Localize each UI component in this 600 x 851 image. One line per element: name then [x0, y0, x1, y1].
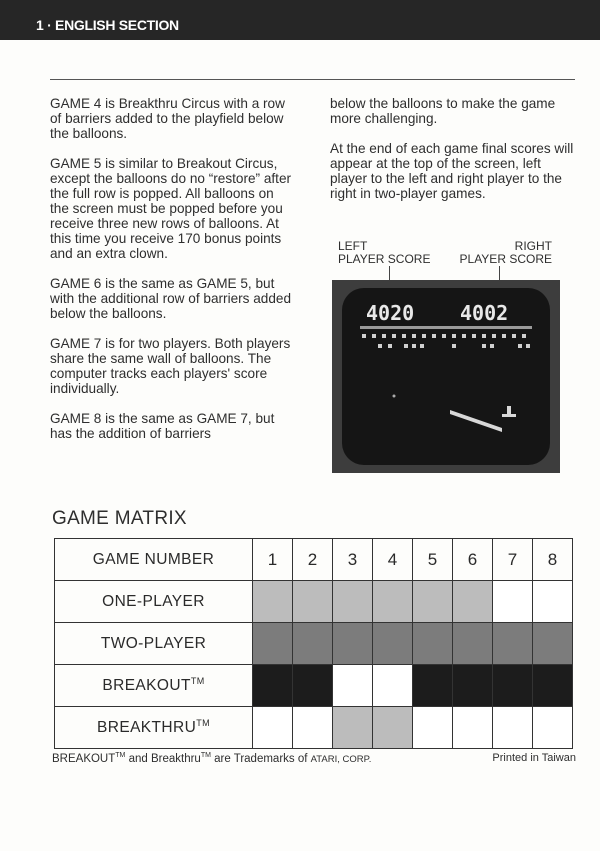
balloon-row — [360, 326, 532, 329]
playfield — [342, 288, 550, 465]
trademark-symbol: TM — [196, 717, 210, 728]
matrix-cell — [373, 707, 413, 749]
matrix-row — [55, 623, 573, 665]
matrix-cell — [333, 665, 373, 707]
matrix-row — [55, 581, 573, 623]
barrier-row — [378, 344, 530, 348]
matrix-row — [55, 665, 573, 707]
matrix-cell — [253, 707, 293, 749]
matrix-cell — [493, 623, 533, 665]
matrix-cell — [493, 581, 533, 623]
game-number-cell: 5 — [413, 539, 453, 581]
matrix-cell — [293, 665, 333, 707]
matrix-cell — [413, 581, 453, 623]
matrix-cell — [293, 707, 333, 749]
left-score: 4020 — [366, 301, 415, 325]
trademark-text: are Trademarks of — [210, 752, 311, 765]
matrix-cell — [253, 581, 293, 623]
paragraph-final-scores: At the end of each game final scores will appear at the top of the screen, left player to the left and right player to the right in two-player games. — [330, 141, 574, 201]
matrix-cell — [493, 665, 533, 707]
matrix-cell — [413, 665, 453, 707]
matrix-cell — [533, 623, 573, 665]
matrix-cell — [453, 623, 493, 665]
right-score: 4002 — [460, 301, 509, 325]
label-line: PLAYER SCORE — [459, 252, 552, 266]
row-label-text: BREAKOUT — [102, 677, 191, 695]
matrix-cell — [373, 581, 413, 623]
row-label-text: TWO-PLAYER — [100, 634, 207, 652]
trademark-symbol: TM — [115, 752, 126, 759]
matrix-cell — [453, 581, 493, 623]
matrix-cell — [333, 623, 373, 665]
matrix-cell — [293, 581, 333, 623]
matrix-row-label — [55, 707, 253, 749]
game-screen-figure — [332, 280, 560, 473]
paragraph-game-7: GAME 7 is for two players. Both players share the same wall of balloons. The computer tracks each players' score individually. — [50, 336, 291, 396]
row-label-text: BREAKTHRU — [97, 719, 197, 737]
left-text-column — [50, 96, 295, 456]
trademark-symbol: TM — [190, 675, 205, 686]
seesaw-plank — [450, 410, 502, 432]
game-number-cell: 2 — [293, 539, 333, 581]
ball — [393, 395, 396, 398]
matrix-cell — [453, 707, 493, 749]
matrix-cell — [533, 665, 573, 707]
label-line: PLAYER SCORE — [338, 252, 431, 266]
game-number-cell: 6 — [453, 539, 493, 581]
label-line: RIGHT — [514, 239, 552, 253]
paragraph-game-8: GAME 8 is the same as GAME 7, but has the addition of barriers — [50, 411, 275, 441]
tv-screen — [342, 288, 550, 465]
trademark-text: BREAKOUT — [52, 752, 116, 765]
matrix-row-label — [55, 665, 253, 707]
divider-rule — [50, 79, 575, 80]
matrix-row-label — [55, 623, 253, 665]
matrix-cell — [373, 623, 413, 665]
trademark-notice — [52, 752, 371, 765]
matrix-cell — [253, 665, 293, 707]
left-player-score-label — [338, 240, 430, 266]
game-number-header: GAME NUMBER — [55, 539, 253, 581]
matrix-cell — [413, 623, 453, 665]
matrix-cell — [533, 707, 573, 749]
matrix-title: GAME MATRIX — [52, 508, 187, 529]
game-number-cell: 3 — [333, 539, 373, 581]
game-matrix-table — [54, 538, 573, 749]
matrix-cell — [493, 707, 533, 749]
matrix-row-label — [55, 581, 253, 623]
balloon-row — [362, 334, 526, 338]
game-number-cell: 8 — [533, 539, 573, 581]
label-line: LEFT — [338, 239, 368, 253]
trademark-text: and Breakthru — [125, 752, 201, 765]
company-name: ATARI, CORP. — [310, 753, 372, 765]
matrix-cell — [533, 581, 573, 623]
paragraph-game-4: GAME 4 is Breakthru Circus with a row of barriers added to the playfield below the balloons. — [50, 96, 285, 141]
matrix-cell — [333, 581, 373, 623]
matrix-cell — [373, 665, 413, 707]
row-label-text: ONE-PLAYER — [102, 592, 205, 610]
matrix-cell — [293, 623, 333, 665]
game-number-cell: 4 — [373, 539, 413, 581]
game-number-cell: 7 — [493, 539, 533, 581]
matrix-header-row — [55, 539, 573, 581]
right-text-column — [330, 96, 580, 216]
right-player-score-label — [460, 240, 552, 266]
matrix-row — [55, 707, 573, 749]
game-number-cell: 1 — [253, 539, 293, 581]
section-title: 1 · ENGLISH SECTION — [36, 17, 179, 33]
trademark-symbol: TM — [200, 752, 211, 759]
header-bar — [0, 0, 600, 40]
matrix-cell — [333, 707, 373, 749]
matrix-cell — [253, 623, 293, 665]
matrix-cell — [453, 665, 493, 707]
matrix-cell — [413, 707, 453, 749]
printed-in: Printed in Taiwan — [492, 752, 576, 764]
paragraph-game-5: GAME 5 is similar to Breakout Circus, except the balloons do no “restore” after the full row is popped. All balloons on the screen must be popped before you receive three new rows of balloons. At this time you receive 170 bonus points and an extra clown. — [50, 156, 292, 261]
paragraph-game-6: GAME 6 is the same as GAME 5, but with the additional row of barriers added below the balloons. — [50, 276, 292, 321]
paragraph-game-8-continued: below the balloons to make the game more challenging. — [330, 96, 556, 126]
